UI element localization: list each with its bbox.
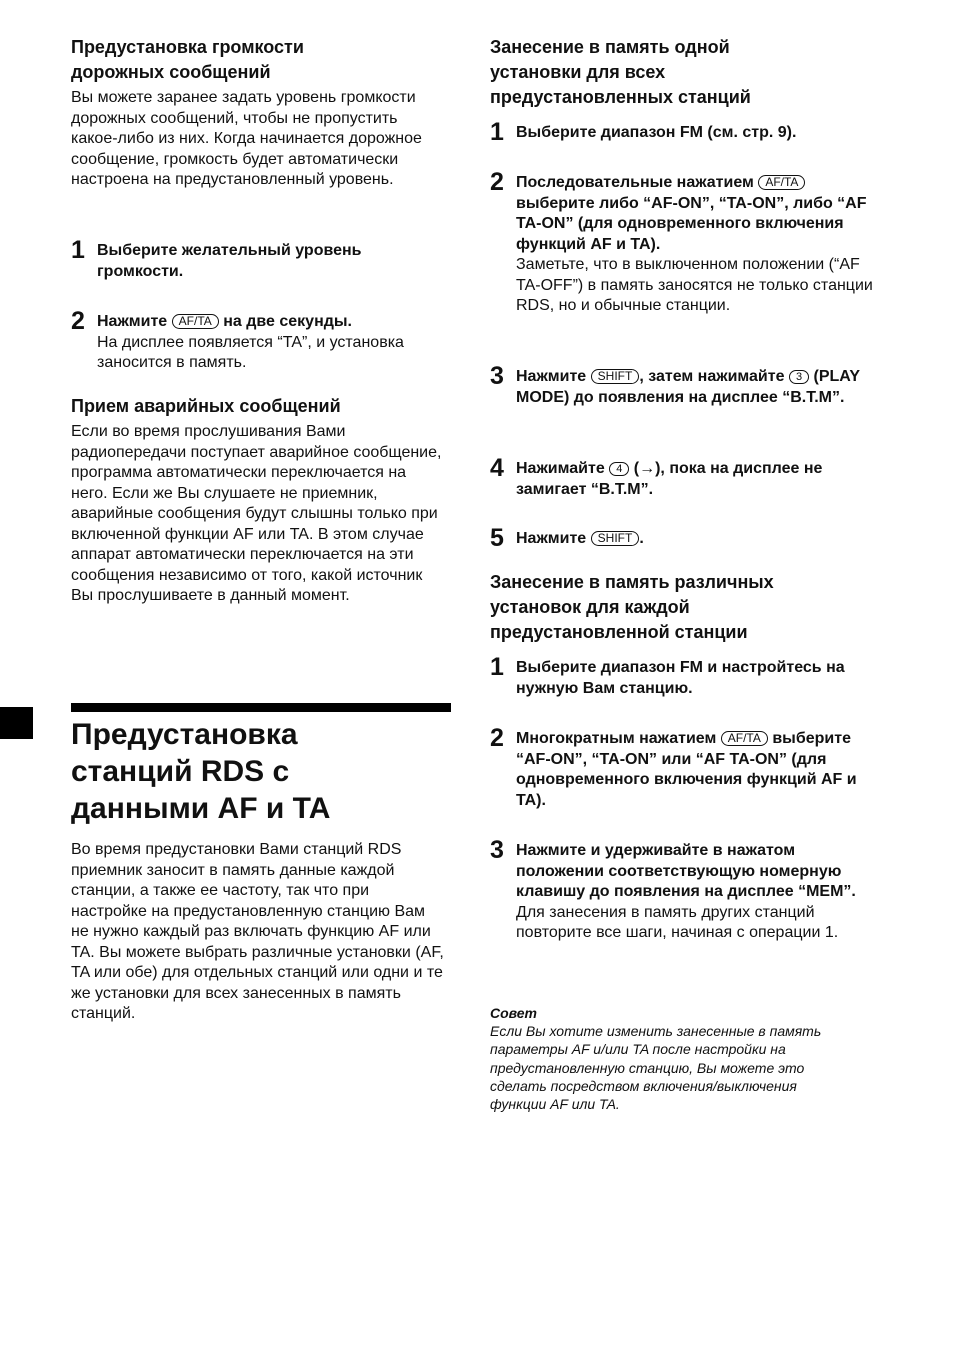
page-edge-tab — [0, 707, 33, 739]
af-ta-key: AF/TA — [758, 175, 805, 190]
step-number: 2 — [490, 168, 504, 196]
af-ta-key: AF/TA — [172, 314, 219, 329]
volume-step-2 — [71, 307, 437, 374]
single-step-5 — [490, 524, 878, 552]
section-rule — [71, 703, 451, 712]
step-number: 2 — [490, 724, 504, 752]
step-number: 1 — [490, 118, 504, 146]
section-title-emergency: Прием аварийных сообщений — [71, 396, 341, 416]
step-instruction — [516, 529, 878, 550]
step-instruction-pre: Нажмите — [516, 368, 587, 385]
volume-step-1 — [71, 236, 437, 282]
step-number: 5 — [490, 524, 504, 552]
number-4-key: 4 — [609, 462, 629, 476]
step-instruction-pre: Нажмите — [516, 530, 587, 547]
step-number: 2 — [71, 307, 85, 335]
step-instruction — [516, 173, 878, 255]
step-instruction — [516, 459, 878, 500]
step-note: Для занесения в память других станций повторите все шаги, начиная с операции 1. — [516, 903, 839, 941]
step-instruction: Выберите желательный уровень громкости. — [97, 242, 362, 280]
section-title-different-settings: Занесение в память различных установок для каждой предустановленной станции — [490, 572, 774, 642]
step-instruction: Выберите диапазон FM и настройтесь на нужную Вам станцию. — [516, 659, 845, 697]
section-title-single-setting: Занесение в память одной установки для всех предустановленных станций — [490, 37, 751, 107]
step-number: 1 — [71, 236, 85, 264]
section-title-volume: Предустановка громкости дорожных сообщений — [71, 37, 304, 82]
step-instruction: Выберите диапазон FM (см. стр. 9). — [516, 124, 797, 141]
step-instruction: Нажмите и удерживайте в нажатом положении соответствующую номерную клавишу до появления на дисплее “MEM”. — [516, 842, 856, 900]
step-instruction — [97, 312, 437, 333]
section-text-volume: Вы можете заранее задать уровень громкости дорожных сообщений, чтобы не пропустить какое-либо из них. Когда начинается дорожное сообщение, громкость будет автоматически настроена на предустановленный уровень. — [71, 89, 422, 188]
chapter-intro: Во время предустановки Вами станций RDS приемник заносит в память данные каждой станции, а также ее частоту, так что при настройке на предустановленную станцию Вам не нужно каждый раз включать функцию AF или TA. Вы можете выбрать различные установки (AF, TA или обе) для отдельных станций или одни и те же установки для всех занесенных в память станций. — [71, 841, 444, 1022]
step-number: 1 — [490, 653, 504, 681]
step-instruction-post: . — [639, 530, 644, 547]
chapter-title: Предустановка станций RDS с данными AF и TA — [71, 718, 331, 825]
step-instruction-post: выберите либо “AF-ON”, “TA-ON”, либо “AF TA-ON” (для одновременного включения функций AF и TA). — [516, 194, 867, 253]
af-ta-key: AF/TA — [721, 731, 768, 746]
step-instruction-pre: Последовательные нажатием — [516, 174, 754, 191]
step-note: Заметьте, что в выключенном положении (“AF TA-OFF”) в память заносятся не только станции RDS, но и обычные станции. — [516, 256, 873, 314]
step-number: 4 — [490, 454, 504, 482]
tip-title: Совет — [490, 1005, 538, 1021]
step-instruction-post: (→), пока на дисплее не замигает “B.T.M”. — [516, 460, 823, 498]
different-step-3 — [490, 836, 878, 944]
single-step-2 — [490, 168, 878, 317]
number-3-key: 3 — [789, 370, 809, 384]
single-step-1 — [490, 118, 876, 146]
section-text-emergency: Если во время прослушивания Вами радиопередачи поступает аварийное сообщение, программа автоматически переключается на него. Если же Вы слушаете не приемник, аварийные сообщения будут слышны только при включенной функции AF или TA. В этом случае аппарат автоматически переключается на эти сообщения независимо от того, какой источник Вы прослушиваете в данный момент. — [71, 423, 442, 604]
different-step-2 — [490, 724, 878, 811]
step-instruction-pre: Нажимайте — [516, 460, 605, 477]
single-step-3 — [490, 362, 878, 408]
step-instruction-pre: Нажмите — [97, 313, 168, 330]
step-instruction-post: выберите “AF-ON”, “TA-ON” или “AF TA-ON” (для одновременного включения функций AF и TA). — [516, 730, 857, 809]
step-instruction-mid: , затем нажимайте — [639, 368, 785, 385]
step-number: 3 — [490, 362, 504, 390]
shift-key: SHIFT — [591, 369, 640, 384]
different-step-1 — [490, 653, 878, 699]
step-instruction-post: на две секунды. — [223, 313, 352, 330]
step-instruction-pre: Многократным нажатием — [516, 730, 717, 747]
step-instruction — [516, 367, 878, 408]
step-number: 3 — [490, 836, 504, 864]
step-instruction-post: (PLAY MODE) до появления на дисплее “B.T.M”. — [516, 368, 860, 406]
shift-key: SHIFT — [591, 531, 640, 546]
step-note: На дисплее появляется “TA”, и установка заносится в память. — [97, 333, 404, 371]
single-step-4 — [490, 454, 878, 500]
tip-text: Если Вы хотите изменить занесенные в память параметры AF и/или TA после настройки на предустановленную станцию, Вы можете это сделать посредством включения/выключения функции AF или TA. — [490, 1023, 822, 1113]
step-instruction — [516, 729, 878, 811]
